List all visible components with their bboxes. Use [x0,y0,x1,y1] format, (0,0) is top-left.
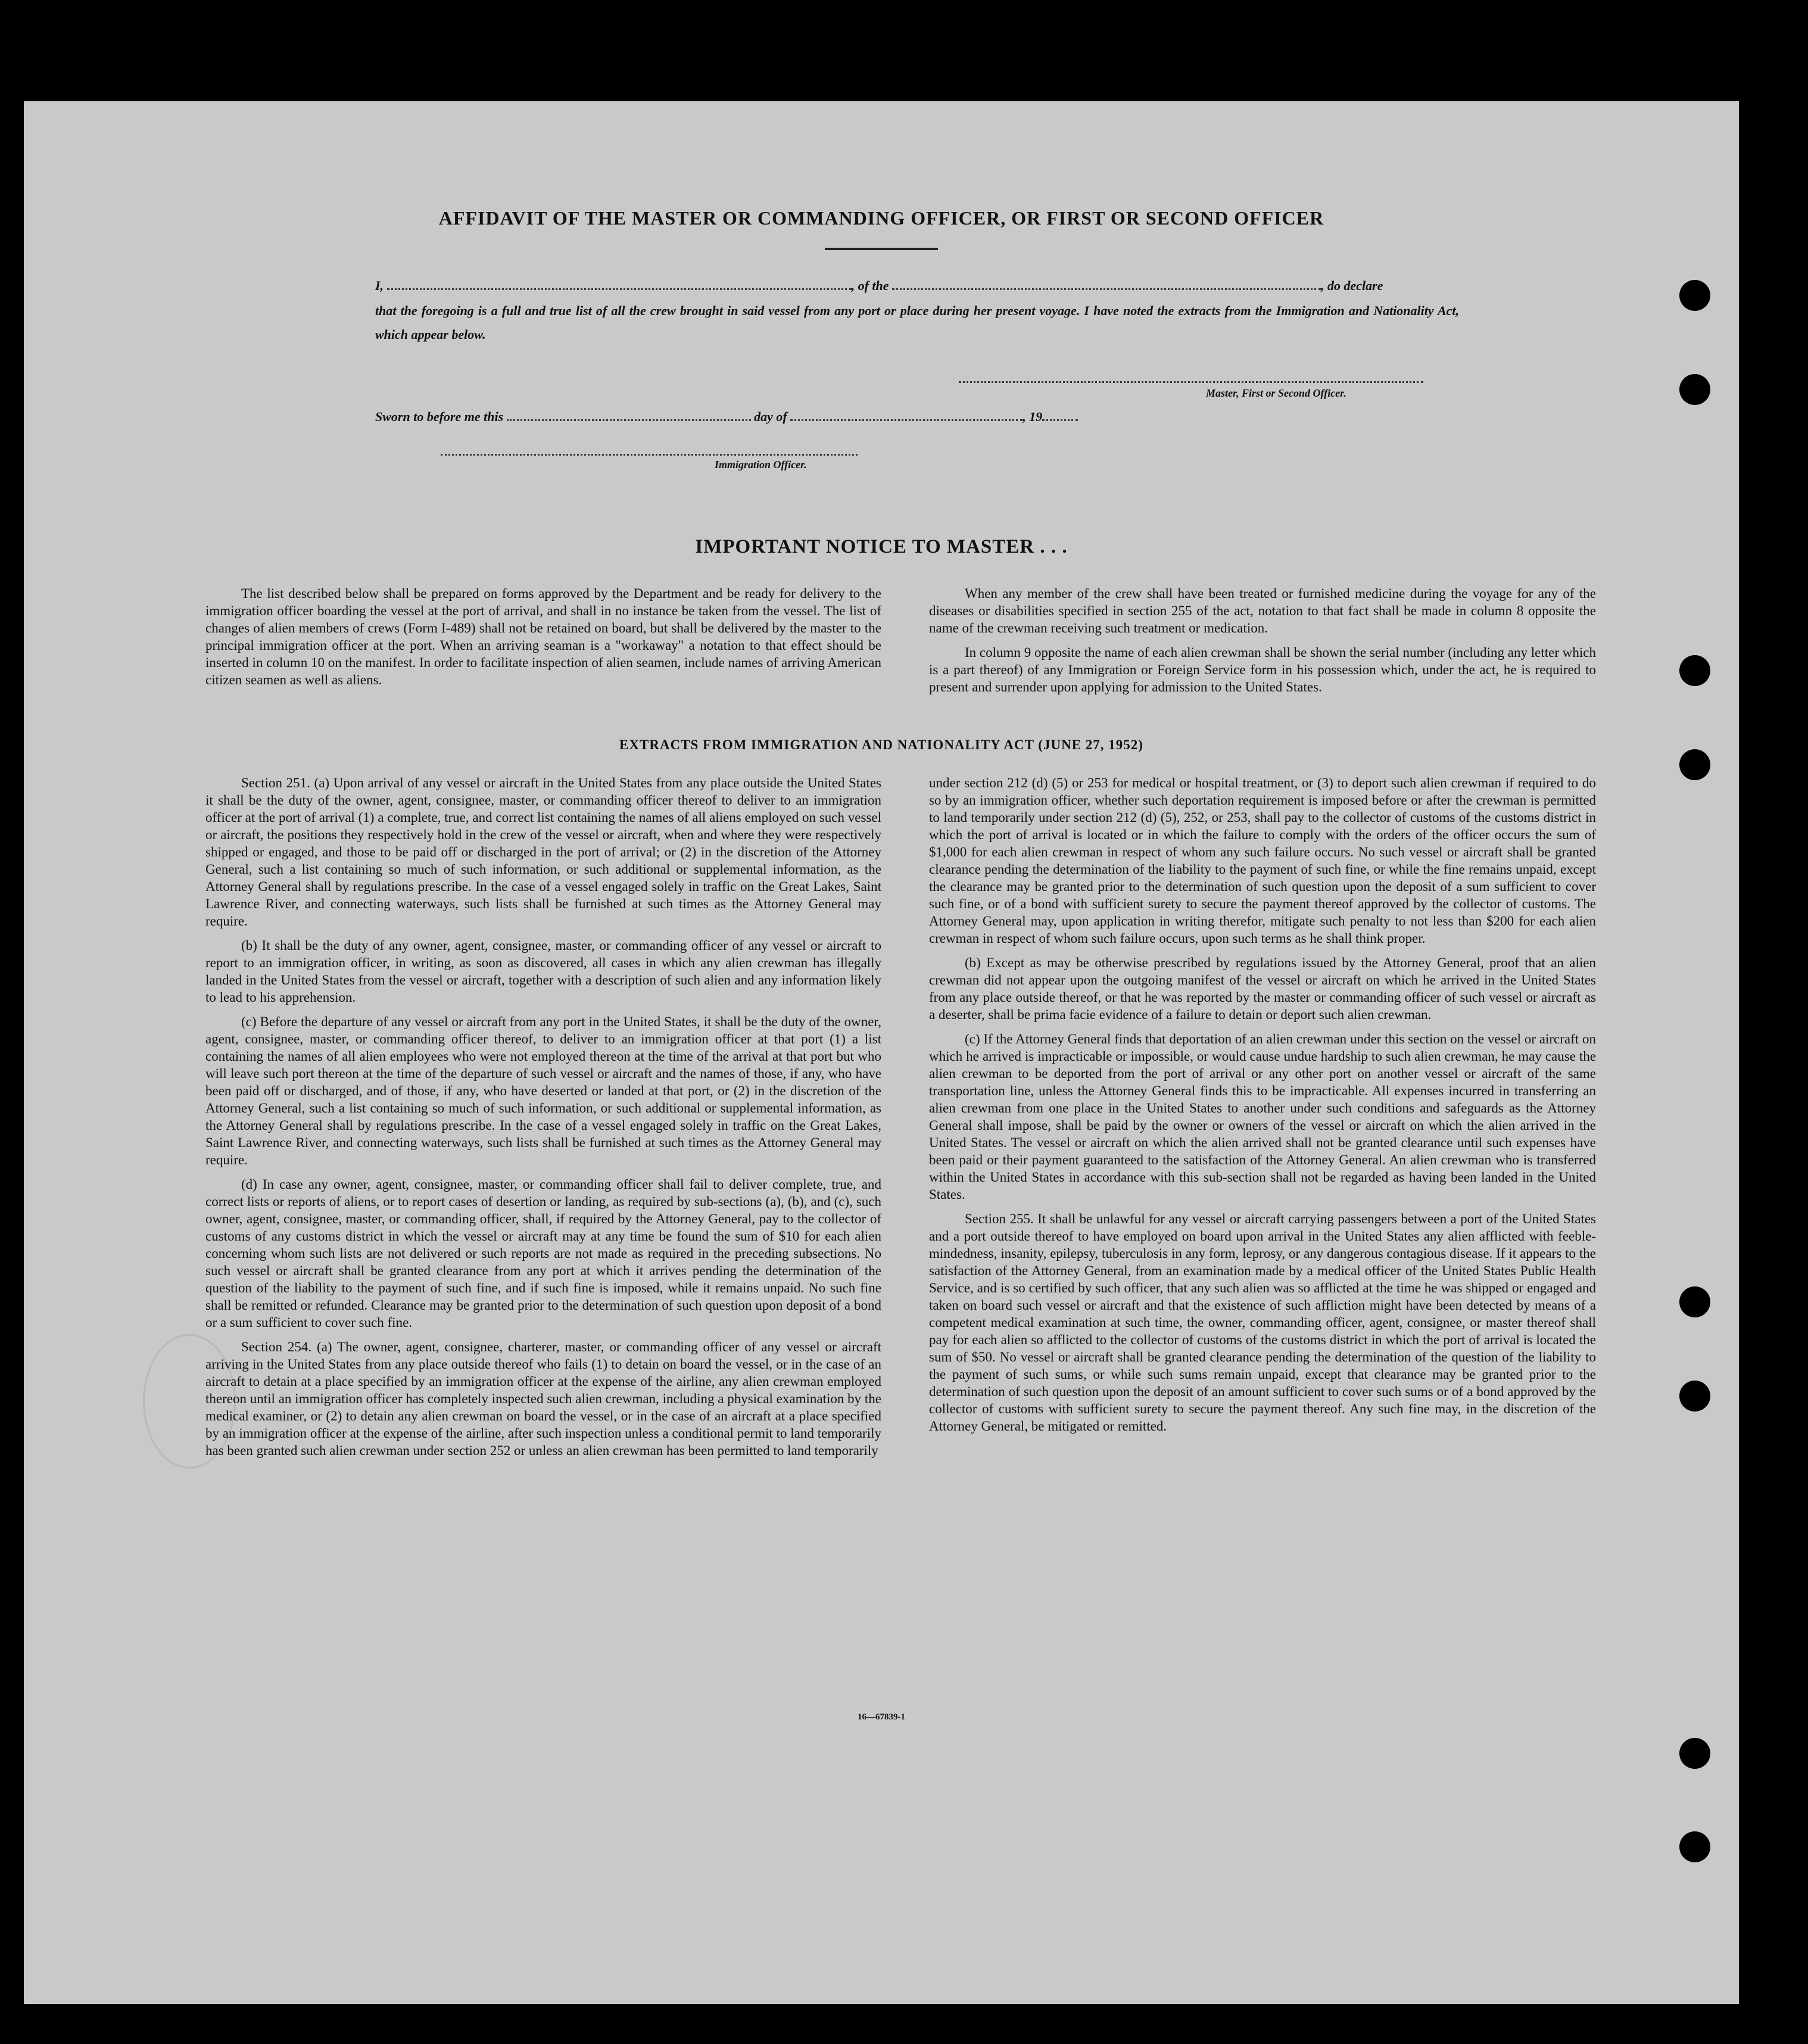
sworn-month-field[interactable] [790,409,1023,421]
act-section-paragraph: (d) In case any owner, agent, consignee, master, or commanding officer shall fail to deliver complete, true, and correct lists or reports of aliens, or to report cases of desertion or landing, as required by sub-sections (a), (b), and (c), such owner, agent, consignee, master, or commanding officer, shall, if required by the Attorney General, pay to the collector of customs of any customs district in which the vessel or aircraft may at any time be found the sum of $10 for each alien concerning whom such lists are not delivered or such reports are not made as required in the preceding subsections. No such vessel or aircraft shall be granted clearance from any port at which it arrives pending the determination of the question of the liability to the payment of such fine, and if such fine is imposed, while it remains unpaid. No such fine shall be remitted or refunded. Clearance may be granted prior to the determination of such question upon deposit of a bond or a sum sufficient to cover such fine. [205,1177,881,1330]
punch-hole [1679,749,1710,780]
act-section-paragraph: Section 255. It shall be unlawful for any vessel or aircraft carrying passengers between a port of the United States and a port outside thereof to have employed on board upon arrival in the United States any alien afflicted with feeble-mindedness, insanity, epilepsy, tuberculosis in any form, leprosy, or any dangerous contagious disease. If it appears to the satisfaction of the Attorney General, from an examination made by a medical officer of the United States Public Health Service, and is so certified by such officer, that any such alien was so afflicted at the time he was shipped or engaged and taken on board such vessel or aircraft and that the existence of such affliction might have been detected by means of a competent medical examination at such time, the owner, commanding officer, agent, consignee, or master thereof shall pay for each alien so afflicted to the collector of customs of the customs district in which the port of arrival is located the sum of $50. No vessel or aircraft shall be granted clearance pending the determination of the question of the liability to the payment of such sums, or while such sums remain unpaid, except that clearance may be granted prior to the determination of such question upon the deposit of an amount sufficient to cover such sums or of a bond approved by the collector of customs with sufficient surety to secure the payment thereof. Any such fine may, in the discretion of the Attorney General, be mitigated or remitted. [929,1211,1596,1434]
act-section-paragraph: (c) Before the departure of any vessel or aircraft from any port in the United States, it shall be the duty of the owner, agent, consignee, master, or commanding officer thereof, to deliver to an immigration officer at that port (1) a list containing the names of all alien employees who were not employed thereon at the time of the arrival at that port but who will leave such port thereon at the time of the departure of such vessel or aircraft and the names of those, if any, who have been paid off or discharged, and of those, if any, who have deserted or landed at that port, or (2) in the discretion of the Attorney General, such a list containing so much of such information, or such additional or supplemental information, as the Attorney General shall by regulations prescribe. In the case of a vessel engaged solely in traffic on the Great Lakes, Saint Lawrence River, and connecting waterways, such lists shall be furnished at such times as the Attorney General may require. [205,1014,881,1167]
sworn-day-field[interactable] [507,409,751,421]
act-section-paragraph: under section 212 (d) (5) or 253 for medical or hospital treatment, or (3) to deport such alien crewman if required to do so by an immigration officer, whether such deportation requirement is imposed before or after the crewman is permitted to land temporarily under section 212 (d) (5), 252, or 253, shall pay to the collector of customs of the customs district in which the port of arrival is located or in which the failure to comply with the orders of the officer occurs the sum of $1,000 for each alien crewman in respect of whom any such failure occurs. No such vessel or aircraft shall be granted clearance pending the determination of the liability to the payment of such fine, or while the fine remains unpaid, except the clearance may be granted prior to the determination of such question upon the deposit of a sum sufficient to cover such fine, or of a bond with sufficient surety to secure the payment thereof approved by the collector of customs. The Attorney General may, upon application in writing therefor, mitigate such penalty to not less than $200 for each alien crewman in respect of whom such failure occurs, upon such terms as he shall think proper. [929,775,1596,946]
day-of-label: day of [754,409,787,424]
immigration-officer-caption: Immigration Officer. [715,459,807,471]
declaration-text: that the foregoing is a full and true list of all the crew brought in said vessel from any port or place during her present voyage. I have noted the extracts from the Immigration and Nationality Act, which appear below. [375,303,1459,342]
act-section-paragraph: Section 254. (a) The owner, agent, consignee, charterer, master, or commanding officer of any vessel or aircraft arriving in the United States from any place outside thereof who fails (1) to detain on board the vessel, or in the case of an aircraft to detain at a place specified by an immigration officer at the expense of the airline, any alien crewman employed thereon until an immigration officer has completely inspected such alien crewman, including a physical examination by the medical examiner, or (2) to detain any alien crewman on board the vessel, or in the case of an aircraft at a place specified by an immigration officer at the expense of the airline, after such inspection unless a conditional permit to land temporarily has been granted such alien crewman under section 252 or unless an alien crewman has been permitted to land temporarily [205,1339,881,1458]
year-label: , 19 [1023,409,1043,424]
i-label: I, [375,278,384,293]
master-signature-line[interactable] [959,379,1423,383]
notice-title: IMPORTANT NOTICE TO MASTER . . . [695,536,1068,557]
extracts-left-column [205,774,881,1466]
extracts-right-column [929,774,1596,1442]
punch-hole [1679,1286,1710,1317]
do-declare-label: , do declare [1321,278,1383,293]
punch-hole [1679,655,1710,686]
name-field[interactable] [387,278,852,290]
punch-hole [1679,1831,1710,1862]
act-section-paragraph: (c) If the Attorney General finds that deportation of an alien crewman under this section on the vessel or aircraft on which he arrived is impracticable or impossible, or would cause undue hardship to such alien crewman, he may cause the alien crewman to be deported from the port of arrival or any other port on another vessel or aircraft of the same transportation line, unless the Attorney General finds this to be impracticable. All expenses incurred in transferring an alien crewman from one place in the United States to another under such conditions and safeguards as the Attorney General shall impose, shall be paid by the owner or owners of the vessel or aircraft on which the alien arrived in the United States. The vessel or aircraft on which the alien arrived shall not be granted clearance until such expenses have been paid or their payment guaranteed to the satisfaction of the Attorney General. An alien crewman who is transferred within the United States in accordance with this sub-section shall not be regarded as having been landed in the United States. [929,1032,1596,1202]
officer-signature-line[interactable] [441,451,858,456]
punch-hole [1679,280,1710,311]
notice-left-column [205,585,881,696]
notice-paragraph: In column 9 opposite the name of each alien crewman shall be shown the serial number (including any letter which is a part thereof) of any Immigration or Foreign Service form in his possession which, under the act, he is required to present and surrender upon applying for admission to the United States. [929,645,1596,694]
vessel-field[interactable] [892,278,1321,290]
declaration-line [375,274,1459,298]
act-section-paragraph: (b) It shall be the duty of any owner, agent, consignee, master, or commanding officer of any vessel or aircraft to report to an immigration officer, in writing, as soon as discovered, all cases in which any alien crewman has illegally landed in the United States from the vessel or aircraft, together with a description of such alien and any information likely to lead to his apprehension. [205,938,881,1005]
of-the-label: , of the [851,278,889,293]
act-section-paragraph: (b) Except as may be otherwise prescribed by regulations issued by the Attorney General, proof that an alien crewman did not appear upon the outgoing manifest of the vessel or aircraft on which he arrived in the United States from any place outside thereof, or that he was reported by the master or commanding officer of such vessel or aircraft as a deserter, shall be prima facie evidence of a failure to detain or deport such alien crewman. [929,955,1596,1022]
title-rule [825,248,938,250]
notice-paragraph: When any member of the crew shall have been treated or furnished medicine during the voyage for any of the diseases or disabilities specified in section 255 of the act, notation to that fact shall be made in column 8 opposite the name of the crewman receiving such treatment or medication. [929,586,1596,635]
master-caption: Master, First or Second Officer. [1206,387,1346,399]
act-section-paragraph: Section 251. (a) Upon arrival of any vessel or aircraft in the United States from any place outside the United States it shall be the duty of the owner, agent, consignee, master, or commanding officer thereof to deliver to an immigration officer at the port of arrival (1) a complete, true, and correct list containing the names of all aliens employed on such vessel or aircraft, the positions they respectively hold in the crew of the vessel or aircraft, when and where they were respectively shipped or engaged, and those to be paid off or discharged in the port of arrival; or (2) in the discretion of the Attorney General, such a list containing so much of such information, or such additional or supplemental information, as the Attorney General shall by regulations prescribe. In the case of a vessel engaged solely in traffic on the Great Lakes, Saint Lawrence River, and connecting waterways, such lists shall be furnished at such times as the Attorney General may require. [205,775,881,928]
notice-paragraph: The list described below shall be prepared on forms approved by the Department and be ready for delivery to the immigration officer boarding the vessel at the port of arrival, and shall in no instance be taken from the vessel. The list of changes of alien members of crews (Form I-489) shall not be retained on board, but shall be delivered by the master to the principal immigration officer at the port. When an arriving seaman is a "workaway" a notation to that effect should be inserted in column 10 on the manifest. In order to facilitate inspection of alien seamen, include names of arriving American citizen seamen as well as aliens. [205,586,881,687]
notice-right-column [929,585,1596,703]
sworn-year-field[interactable] [1042,409,1078,421]
punch-hole [1679,374,1710,405]
sworn-label: Sworn to before me this [375,409,504,424]
punch-hole [1679,1738,1710,1769]
extracts-title: EXTRACTS FROM IMMIGRATION AND NATIONALITY ACT (JUNE 27, 1952) [619,737,1143,752]
form-page [24,101,1739,2004]
affidavit-title: AFFIDAVIT OF THE MASTER OR COMMANDING OFFICER, OR FIRST OR SECOND OFFICER [438,207,1324,229]
sworn-line [375,405,1209,429]
form-number: 16—67839-1 [858,1712,905,1722]
punch-hole [1679,1381,1710,1412]
